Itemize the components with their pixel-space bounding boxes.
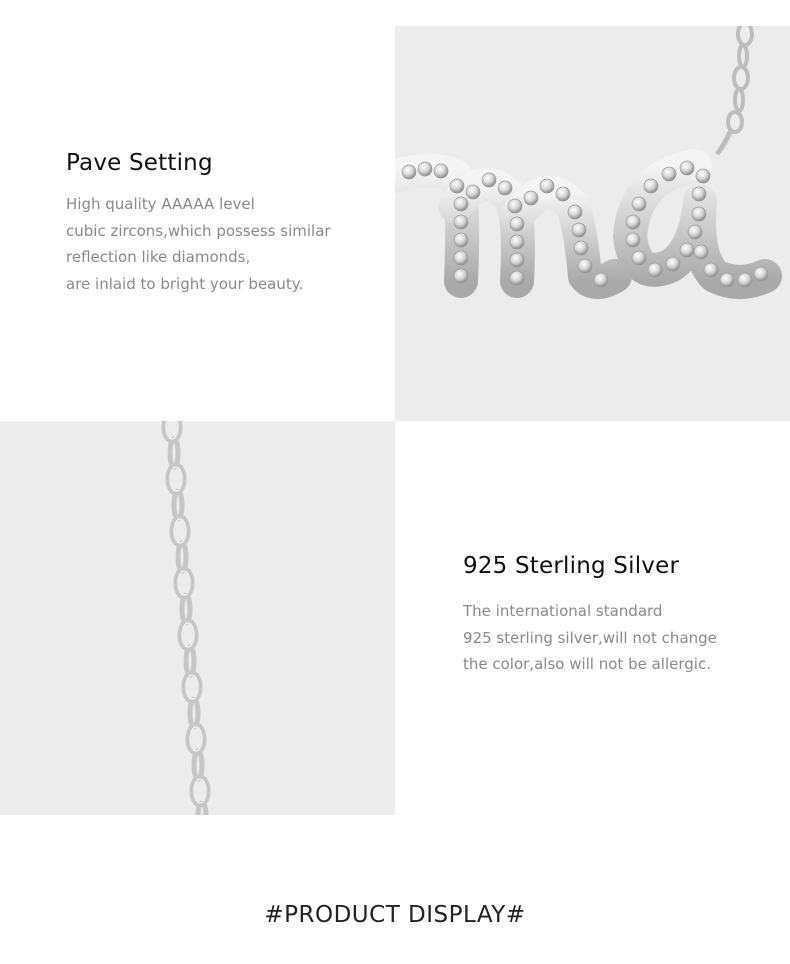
pave-desc-line: reflection like diamonds, <box>66 248 251 266</box>
product-display-heading: #PRODUCT DISPLAY# <box>264 902 526 928</box>
pave-desc-line: High quality AAAAA level <box>66 195 255 213</box>
chain-illustration <box>0 421 395 815</box>
silver-desc-line: The international standard <box>463 602 663 620</box>
silver-desc-line: the color,also will not be allergic. <box>463 655 711 673</box>
silver-desc-line: 925 sterling silver,will not change <box>463 628 717 647</box>
pave-setting-panel <box>0 26 395 421</box>
chain-links <box>717 26 752 154</box>
chain-closeup-image <box>0 421 395 815</box>
pave-desc-line: are inlaid to bright your beauty. <box>66 274 304 293</box>
pave-setting-title: Pave Setting <box>66 150 213 176</box>
sterling-silver-panel <box>395 421 790 815</box>
pave-closeup-image <box>395 26 790 421</box>
sterling-silver-title: 925 Sterling Silver <box>463 553 680 579</box>
pave-letters-illustration <box>395 26 790 421</box>
pave-setting-description <box>66 191 331 297</box>
sterling-silver-description <box>463 598 717 678</box>
pave-desc-line: cubic zircons,which possess similar <box>66 221 331 240</box>
